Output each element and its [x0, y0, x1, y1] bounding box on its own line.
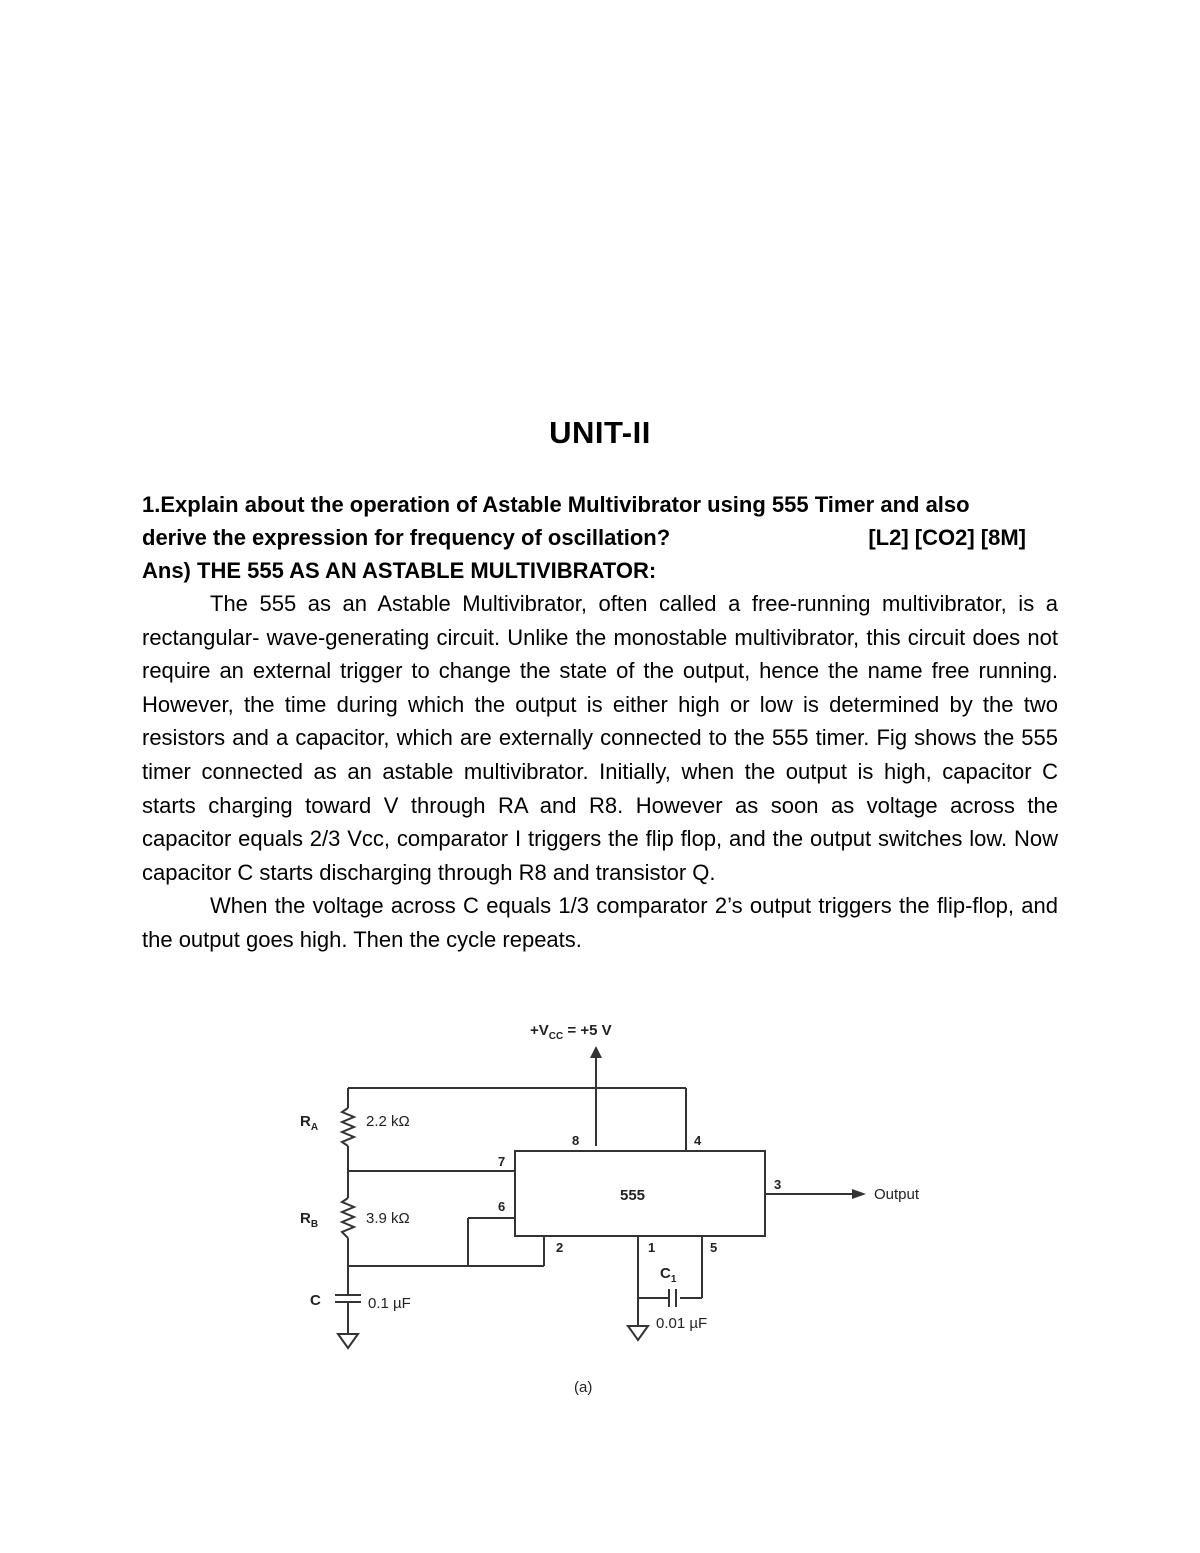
pin-4-label: 4 — [694, 1133, 702, 1148]
circuit-figure — [240, 1008, 980, 1408]
rb-resistor — [342, 1198, 354, 1238]
question-line-2 — [142, 521, 1026, 554]
ra-value: 2.2 kΩ — [366, 1113, 410, 1130]
pin-2-label: 2 — [556, 1240, 564, 1255]
answer-heading: Ans) THE 555 AS AN ASTABLE MULTIVIBRATOR: — [142, 558, 657, 583]
c-value: 0.1 µF — [368, 1295, 411, 1312]
paragraph-2: When the voltage across C equals 1/3 comparator 2’s output triggers the flip-flop, and the output goes high. Then the cycle repeats. — [142, 893, 1058, 952]
pin-1-label: 1 — [648, 1240, 656, 1255]
ground-icon-2 — [628, 1326, 648, 1340]
question-line-1: 1.Explain about the operation of Astable Multivibrator using 555 Timer and also — [142, 492, 970, 517]
pin-5-label: 5 — [710, 1240, 718, 1255]
question-text-2: derive the expression for frequency of oscillation? — [142, 525, 671, 550]
c1-value: 0.01 µF — [656, 1315, 708, 1332]
output-arrow-icon — [852, 1189, 866, 1199]
c1-label: $C_1$ — [660, 1265, 677, 1285]
paragraph-1: The 555 as an Astable Multivibrator, often called a free-running multivibrator, is a rectangular- wave-generating circuit. Unlike the monostable multivibrator, this circuit does not require an external trigger to change the state of the output, hence the name free running. However, the time during which the output is either high or low is determined by the two resistors and a capacitor, which are externally connected to the 555 timer. Fig shows the 555 timer connected as an astable multivibrator. Initially, when the output is high, capacitor C starts charging toward V through RA and R8. However as soon as voltage across the capacitor equals 2/3 Vcc, comparator I triggers the flip flop, and the output switches low. Now capacitor C starts discharging through R8 and transistor Q. — [142, 591, 1058, 885]
question-block — [142, 488, 1058, 587]
pin-6-label: 6 — [498, 1199, 506, 1214]
output-label: Output — [874, 1186, 920, 1203]
ra-label: $R_A$ — [300, 1113, 319, 1133]
ic-label: 555 — [620, 1187, 646, 1204]
astable-555-schematic — [240, 1008, 980, 1408]
supply-label: $+V_{CC} = +5$ V — [530, 1022, 612, 1042]
rb-value: 3.9 kΩ — [366, 1210, 410, 1227]
figure-caption: (a) — [574, 1379, 593, 1396]
rb-label: $R_B$ — [300, 1210, 319, 1230]
ra-resistor — [342, 1108, 354, 1146]
answer-body — [142, 587, 1058, 957]
ground-icon — [338, 1334, 358, 1348]
c-label: C — [310, 1292, 321, 1309]
pin-8-label: 8 — [572, 1133, 580, 1148]
unit-heading: UNIT-II — [549, 415, 651, 450]
question-tags: [L2] [CO2] [8M] — [868, 525, 1026, 550]
pin-7-label: 7 — [498, 1154, 506, 1169]
pin-3-label: 3 — [774, 1177, 782, 1192]
